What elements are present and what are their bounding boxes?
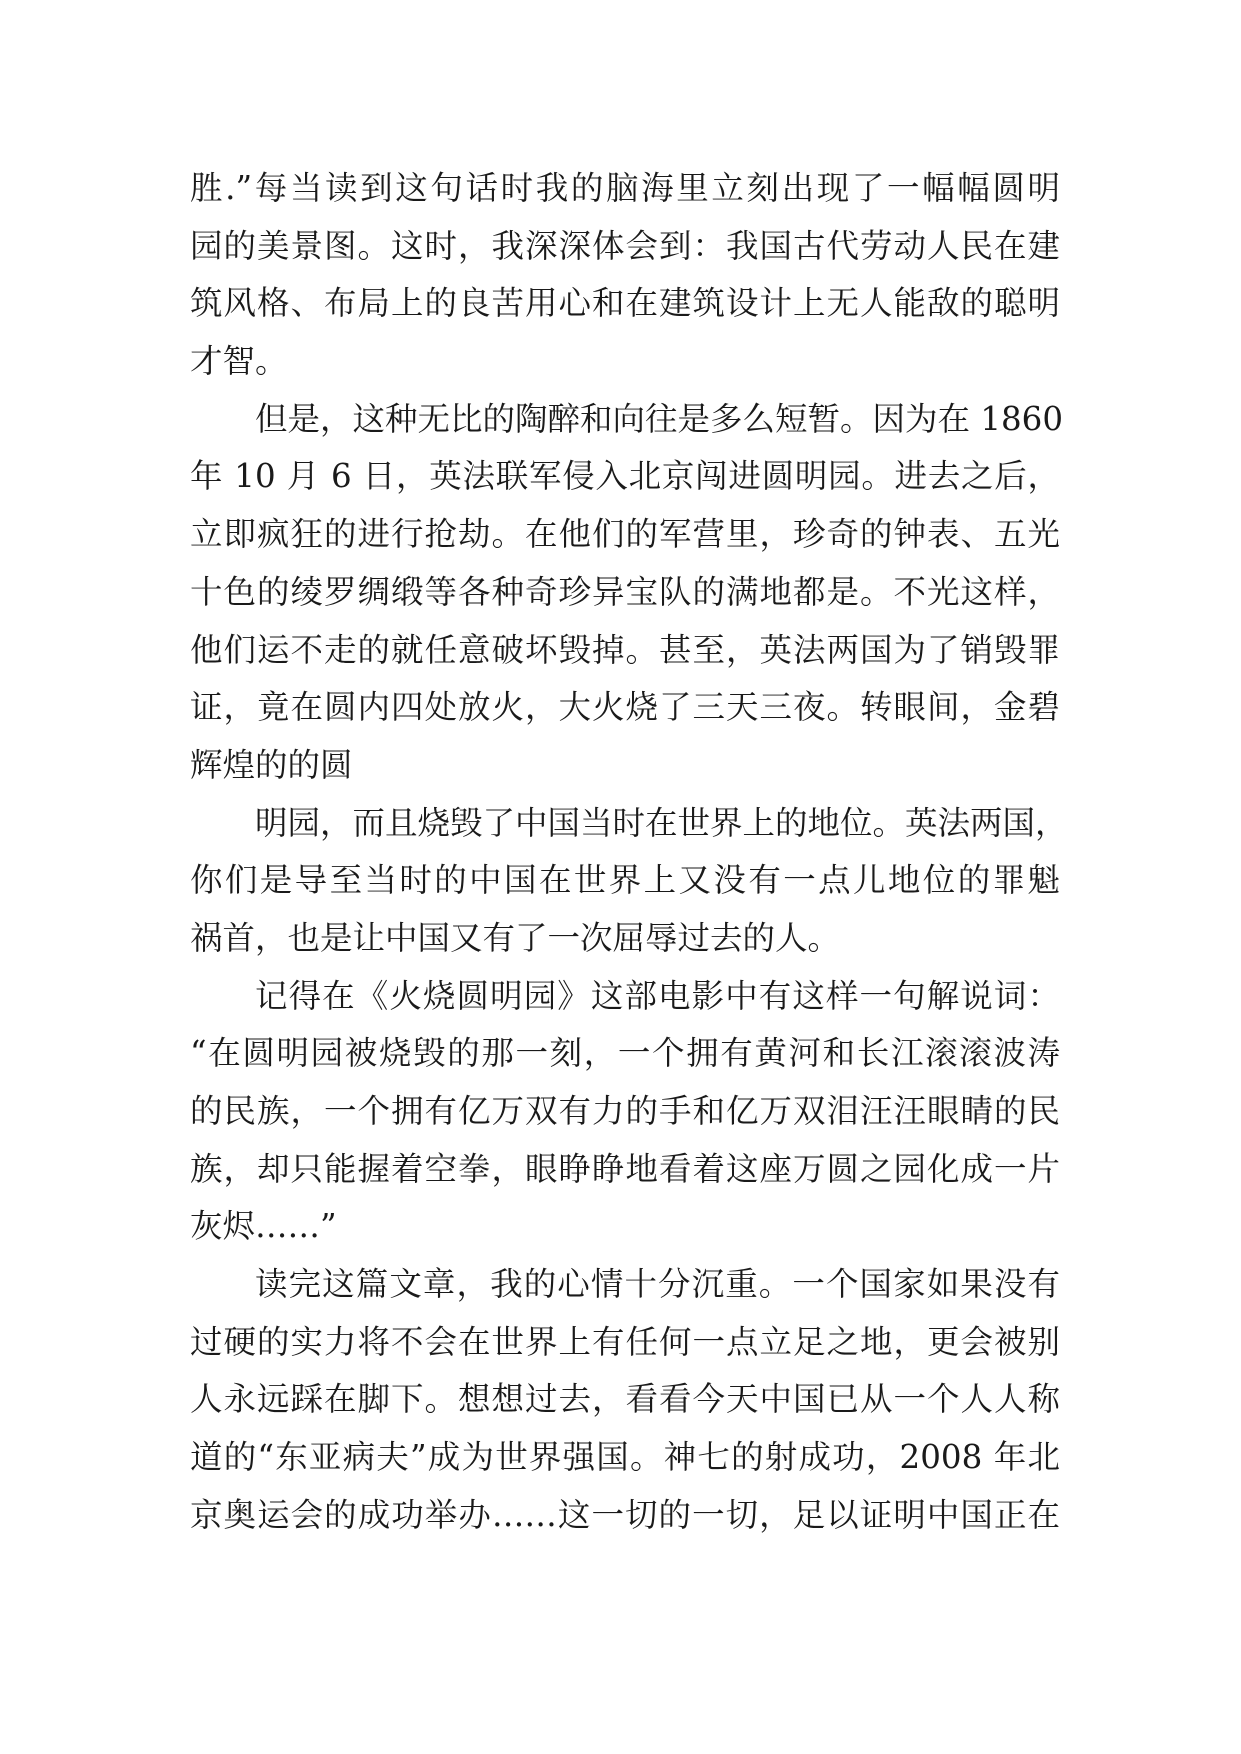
text-line: 道的“东亚病夫”成为世界强国。神七的射成功，2008 年北 (190, 1438, 1060, 1477)
text-line: 证，竟在圆内四处放火，大火烧了三天三夜。转眼间，金碧 (190, 688, 1060, 727)
text-line: 的民族，一个拥有亿万双有力的手和亿万双泪汪汪眼睛的民 (190, 1092, 1060, 1130)
text-line: 你们是导至当时的中国在世界上又没有一点儿地位的罪魁 (190, 861, 1060, 900)
text-line: 十色的绫罗绸缎等各种奇珍异宝队的满地都是。不光这样， (190, 572, 1060, 611)
text-line: 立即疯狂的进行抢劫。在他们的军营里，珍奇的钟表、五光 (190, 515, 1060, 554)
text-line: 胜.”每当读到这句话时我的脑海里立刻出现了一幅幅圆明 (190, 169, 1060, 207)
text-line: 筑风格、布局上的良苦用心和在建筑设计上无人能敌的聪明 (190, 284, 1060, 323)
text-line: 读完这篇文章，我的心情十分沉重。一个国家如果没有 (255, 1265, 1060, 1304)
text-line: “在圆明园被烧毁的那一刻，一个拥有黄河和长江滚滚波涛 (190, 1034, 1060, 1073)
body-text (190, 160, 1068, 1545)
text-line: 人永远踩在脚下。想想过去，看看今天中国已从一个人人称 (190, 1380, 1060, 1419)
text-line: 明园，而且烧毁了中国当时在世界上的地位。英法两国， (255, 803, 1068, 842)
text-line: 族，却只能握着空拳，眼睁睁地看着这座万圆之园化成一片 (190, 1149, 1060, 1188)
text-line: 他们运不走的就任意破坏毁掉。甚至，英法两国为了销毁罪 (190, 630, 1060, 669)
text-line: 京奥运会的成功举办……这一切的一切，足以证明中国正在 (190, 1495, 1060, 1534)
text-line: 灰烬……” (190, 1207, 337, 1246)
text-line: 祸首，也是让中国又有了一次屈辱过去的人。 (190, 918, 841, 957)
text-line: 年 10 月 6 日，英法联军侵入北京闯进圆明园。进去之后， (190, 457, 1060, 496)
text-line: 才智。 (190, 342, 288, 381)
text-line: 过硬的实力将不会在世界上有任何一点立足之地，更会被别 (190, 1322, 1060, 1361)
text-line: 记得在《火烧圆明园》这部电影中有这样一句解说词： (255, 976, 1060, 1015)
text-line: 园的美景图。这时，我深深体会到：我国古代劳动人民在建 (190, 226, 1060, 265)
text-line: 但是，这种无比的陶醉和向往是多么短暂。因为在 1860 (255, 399, 1064, 438)
text-line: 辉煌的的圆 (190, 745, 353, 784)
